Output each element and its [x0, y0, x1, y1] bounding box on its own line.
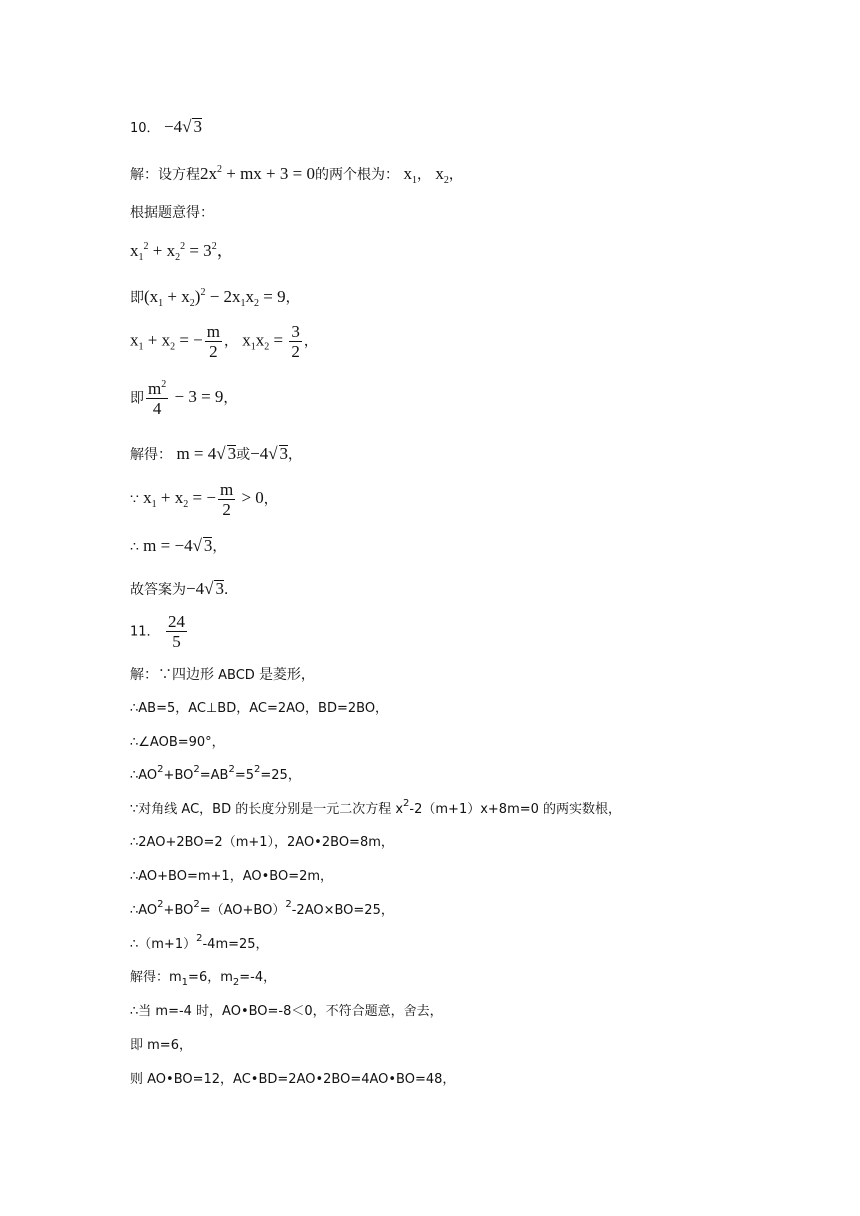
problem-number: 10．	[130, 121, 160, 136]
numerator: 24	[168, 612, 185, 631]
radicand: 3	[193, 117, 202, 136]
solution-line-9	[130, 536, 226, 557]
exponent: 2	[157, 899, 164, 910]
term: =5	[234, 768, 255, 783]
term: = −	[188, 488, 216, 508]
exponent: 2	[403, 798, 410, 809]
solution-line-8	[130, 480, 278, 519]
text: 解：∵四边形	[130, 667, 214, 683]
root-x2	[435, 164, 449, 186]
sqrt-icon: √	[192, 536, 202, 555]
answer-expression	[164, 117, 202, 136]
sqrt-icon: √	[268, 444, 278, 463]
numerator	[146, 379, 168, 399]
term: 解得：m	[130, 970, 182, 985]
var: x	[130, 241, 139, 260]
subscript: 1	[138, 341, 144, 353]
p11-line-13: 则 AO•BO=12，AC•BD=2AO•2BO=4AO•BO=48，	[130, 1072, 456, 1087]
subscript: 1	[250, 341, 256, 353]
term: =25，	[260, 768, 301, 783]
root-x1	[403, 164, 417, 186]
term: +BO	[163, 903, 194, 918]
text: 或	[236, 447, 251, 463]
p11-line-11: ∴当 m=-4 时，AO•BO=-8＜0，不符合题意，舍去，	[130, 1004, 443, 1019]
text: 即	[130, 390, 144, 407]
term: = 3	[185, 241, 212, 260]
term: m = −4	[138, 536, 193, 555]
answer-fraction	[166, 612, 187, 651]
term: -4m=25，	[202, 937, 269, 952]
problem-10-heading	[130, 117, 202, 139]
sqrt-icon: √	[204, 579, 214, 598]
term: = 9	[259, 287, 286, 306]
subscript: 2	[264, 341, 270, 353]
term: + mx + 3 = 0	[222, 164, 315, 183]
radicand: 3	[215, 579, 224, 598]
denominator: 2	[222, 500, 231, 519]
solution-line-7	[130, 444, 302, 465]
subscript: 1	[411, 175, 417, 186]
p11-line-6: ∴2AO+2BO=2（m+1），2AO•2BO=8m，	[130, 835, 394, 850]
because-symbol: ∵	[130, 491, 139, 508]
term: = −	[175, 330, 203, 350]
sep: ，	[303, 334, 318, 350]
exponent: 2	[180, 241, 186, 252]
value	[139, 536, 213, 555]
radicand: 3	[279, 444, 289, 463]
exponent: 2	[200, 287, 206, 298]
text: 是菱形，	[258, 667, 315, 683]
term: ∴（m+1）	[130, 937, 197, 952]
exponent: 2	[217, 164, 222, 175]
text: 解：设方程	[130, 167, 200, 183]
term: =（AO+BO）	[199, 903, 286, 918]
subscript: 2	[254, 298, 260, 309]
term: − 2x	[205, 287, 241, 306]
p11-line-2: ∴AB=5，AC⊥BD，AC=2AO，BD=2BO，	[130, 701, 389, 716]
sep: ，	[263, 491, 278, 508]
subscript: 1	[138, 252, 144, 263]
exponent: 2	[193, 899, 200, 910]
subscript: 2	[175, 252, 181, 263]
p11-line-4	[130, 766, 301, 786]
text: 故答案为	[130, 582, 186, 598]
subscript: 1	[181, 977, 189, 988]
exponent: 2	[196, 933, 203, 944]
p11-line-1	[130, 665, 315, 686]
denominator: 5	[172, 632, 181, 651]
value	[250, 444, 288, 463]
solution-line-2	[130, 203, 214, 223]
sqrt-icon: √	[216, 444, 226, 463]
p11-line-8	[130, 901, 394, 921]
var: x	[403, 164, 412, 183]
var: x	[435, 164, 444, 183]
subscript: 2	[232, 977, 240, 988]
value	[186, 579, 224, 598]
coefficient: −4	[164, 117, 183, 136]
subscript: 1	[240, 298, 246, 309]
p11-line-7: ∴AO+BO=m+1，AO•BO=2m，	[130, 869, 334, 884]
radicand: 3	[227, 444, 237, 463]
p11-line-5	[130, 800, 621, 820]
denominator: 2	[209, 342, 218, 361]
equation	[138, 480, 264, 519]
subscript: 2	[189, 298, 195, 309]
fraction	[289, 322, 302, 361]
term: )	[194, 287, 201, 306]
equation	[144, 287, 286, 309]
equation	[144, 379, 224, 418]
exponent: 2	[157, 764, 164, 775]
fraction	[218, 480, 235, 519]
term: =-4，	[239, 970, 277, 985]
term: x	[242, 330, 251, 350]
term: x	[245, 287, 255, 306]
solution-line-10	[130, 579, 238, 600]
term: x	[138, 488, 152, 508]
sep: ，	[416, 167, 431, 183]
solution-line-1	[130, 164, 463, 185]
sep: ，	[448, 167, 463, 183]
term: ∴AO	[130, 903, 158, 918]
sep: ，	[224, 334, 239, 350]
term: m = 4	[176, 444, 217, 463]
fraction	[146, 379, 168, 418]
value	[176, 444, 236, 463]
sep: ，	[285, 290, 300, 306]
text: 解得：	[130, 447, 172, 463]
exponent: 2	[143, 241, 149, 252]
numerator: 3	[291, 322, 300, 341]
term: + x	[143, 330, 171, 350]
subscript: 1	[151, 499, 157, 511]
denominator: 2	[291, 342, 300, 361]
p11-line-10	[130, 968, 276, 988]
sep: ，	[288, 447, 303, 463]
denominator: 4	[152, 399, 162, 418]
subscript: 1	[158, 298, 164, 309]
subscript: 2	[443, 175, 449, 186]
term: > 0	[237, 488, 264, 508]
term: x	[130, 330, 139, 350]
solution-line-6	[130, 379, 237, 418]
therefore-symbol: ∴	[130, 539, 139, 555]
numerator: m	[206, 322, 221, 341]
exponent: 2	[285, 899, 292, 910]
term: + x	[156, 488, 184, 508]
term: -2（m+1）x+8m=0 的两实数根，	[409, 802, 622, 817]
var: m	[148, 379, 162, 398]
term: ∵对角线 AC，BD 的长度分别是一元二次方程 x	[130, 802, 404, 817]
fraction	[205, 322, 222, 361]
term: (x	[144, 287, 159, 306]
text: 的两个根为：	[315, 167, 399, 183]
solution-line-3	[130, 241, 234, 261]
numerator: m	[219, 480, 234, 499]
text: 即	[130, 290, 144, 306]
exponent: 2	[193, 764, 200, 775]
term: −4	[250, 444, 269, 463]
exponent: 2	[228, 764, 235, 775]
sep: ，	[223, 390, 238, 407]
subscript: 2	[170, 341, 176, 353]
term: =	[269, 330, 288, 350]
p11-line-3: ∴∠AOB=90°，	[130, 735, 225, 750]
term: − 3 = 9	[170, 387, 224, 407]
sqrt-icon: √	[182, 117, 192, 136]
sep: ．	[223, 582, 238, 598]
term: −4	[186, 579, 205, 598]
term: =6，m	[188, 970, 233, 985]
term: +BO	[163, 768, 194, 783]
term: x	[255, 330, 265, 350]
p11-line-9	[130, 935, 269, 955]
term: + x	[163, 287, 190, 306]
p11-line-12: 即 m=6，	[130, 1038, 192, 1053]
exponent: 2	[161, 379, 167, 390]
term: =AB	[199, 768, 229, 783]
term: + x	[148, 241, 176, 260]
radicand: 3	[203, 536, 213, 555]
solution-line-4	[130, 287, 300, 308]
sep: ，	[212, 539, 227, 555]
problem-11-heading	[130, 612, 189, 651]
term: 2x	[200, 164, 217, 183]
text: ABCD	[214, 668, 259, 683]
sep: ，	[216, 241, 234, 260]
exponent: 2	[254, 764, 261, 775]
term: -2AO×BO=25，	[291, 903, 394, 918]
equation	[200, 164, 315, 183]
exponent: 2	[211, 241, 217, 252]
subscript: 2	[183, 499, 189, 511]
term: ∴AO	[130, 768, 158, 783]
text: 根据题意得：	[130, 205, 214, 221]
problem-number: 11．	[130, 624, 160, 640]
solution-line-5	[130, 322, 318, 361]
